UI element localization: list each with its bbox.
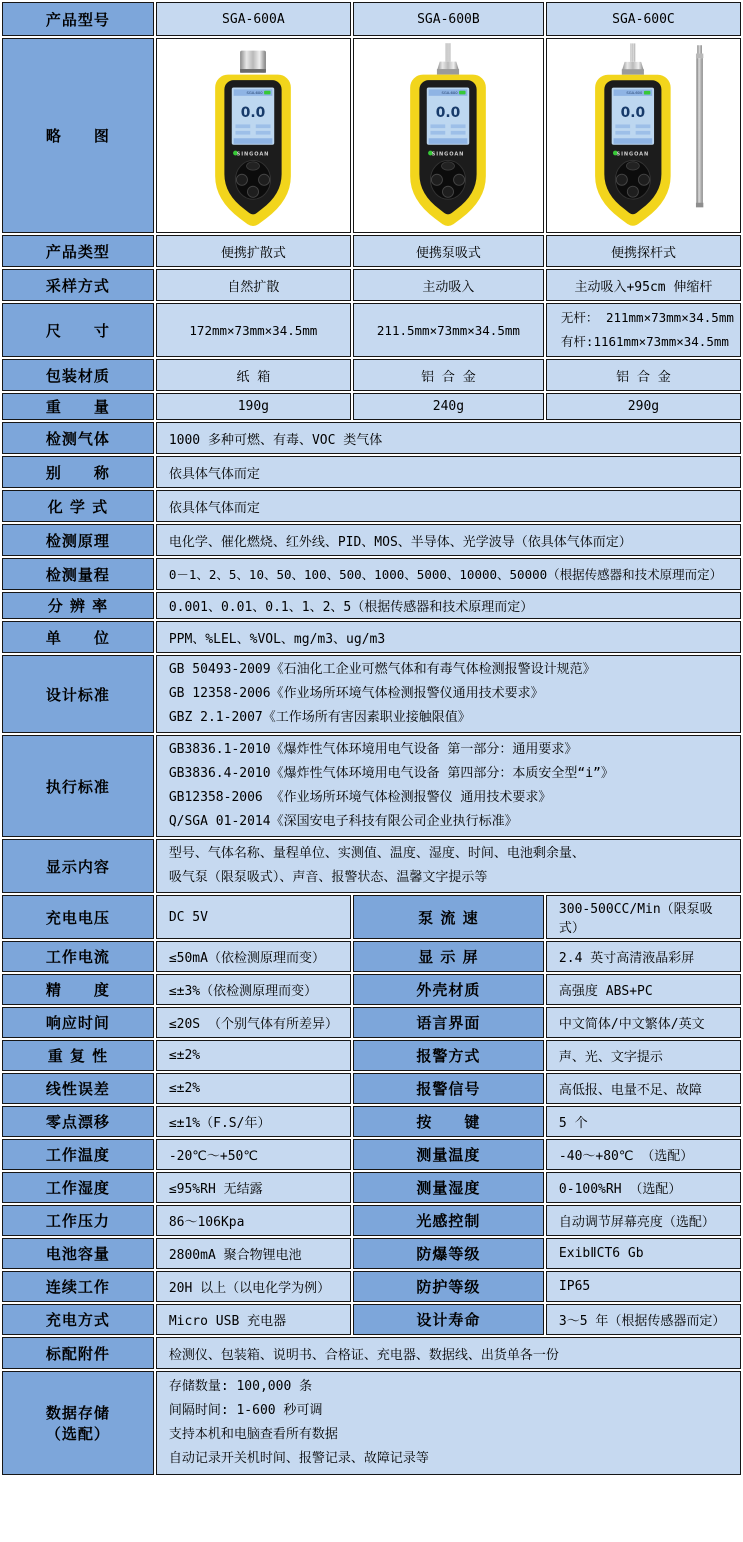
battery-capacity-label: 电池容量 — [2, 1238, 154, 1269]
product-type-label: 产品类型 — [2, 235, 154, 267]
row-response-time-language-ui — [2, 1007, 741, 1038]
alarm-signal-label: 报警信号 — [353, 1073, 544, 1104]
execution-standard-label: 执行标准 — [2, 735, 154, 837]
standard-accessories-label: 标配附件 — [2, 1337, 154, 1369]
row-detection-range — [2, 558, 741, 590]
gas-detector-illustration-c — [573, 43, 713, 228]
header-label: 产品型号 — [2, 2, 154, 36]
zero-drift-label: 零点漂移 — [2, 1106, 154, 1137]
weight-b: 240g — [353, 393, 544, 420]
row-continuous-work-protection-grade — [2, 1271, 741, 1302]
row-working-current-display-screen — [2, 941, 741, 972]
row-working-pressure-light-control — [2, 1205, 741, 1236]
charging-method-label: 充电方式 — [2, 1304, 154, 1335]
row-weight — [2, 393, 741, 420]
product-image-sga-600a — [156, 38, 351, 233]
data-storage-line: 支持本机和电脑查看所有数据 — [168, 1427, 338, 1442]
pump-flow-rate-value: 300-500CC/Min（限泵吸式） — [546, 895, 741, 939]
telescopic-probe-rod — [696, 45, 703, 207]
sampling-method-c: 主动吸入+95cm 伸缩杆 — [546, 269, 741, 301]
continuous-work-value: 20H 以上（以电化学为例） — [156, 1271, 351, 1302]
packaging-material-label: 包装材质 — [2, 359, 154, 391]
row-alias — [2, 456, 741, 488]
charging-voltage-value: DC 5V — [156, 895, 351, 939]
product-type-a: 便携扩散式 — [156, 235, 351, 267]
display-content-value — [156, 839, 741, 893]
response-time-value: ≤20S （个别气体有所差异） — [156, 1007, 351, 1038]
explosion-proof-grade-label: 防爆等级 — [353, 1238, 544, 1269]
display-screen-value: 2.4 英寸高清液晶彩屏 — [546, 941, 741, 972]
measure-temperature-label: 测量温度 — [353, 1139, 544, 1170]
battery-capacity-value: 2800mA 聚合物锂电池 — [156, 1238, 351, 1269]
working-pressure-label: 工作压力 — [2, 1205, 154, 1236]
accuracy-value: ≤±3%（依检测原理而变） — [156, 974, 351, 1005]
light-control-label: 光感控制 — [353, 1205, 544, 1236]
dimensions-a: 172mm×73mm×34.5mm — [156, 303, 351, 357]
product-type-c: 便携探杆式 — [546, 235, 741, 267]
execution-standard-line: GB3836.4-2010《爆炸性气体环境用电气设备 第四部分：本质安全型“i”》 — [168, 766, 614, 781]
detection-principle-value: 电化学、催化燃烧、红外线、PID、MOS、半导体、光学波导（依具体气体而定） — [156, 524, 741, 556]
display-screen-label: 显 示 屏 — [353, 941, 544, 972]
measure-humidity-value: 0-100%RH （选配） — [546, 1172, 741, 1203]
weight-a: 190g — [156, 393, 351, 420]
row-working-humidity-measure-humidity — [2, 1172, 741, 1203]
design-standard-line: GBZ 2.1-2007《工作场所有害因素职业接触限值》 — [168, 710, 471, 725]
dimensions-c — [546, 303, 741, 357]
dimensions-c-without-rod: 无杆： 211mm×73mm×34.5mm — [560, 310, 734, 325]
linearity-error-value: ≤±2% — [156, 1073, 351, 1104]
display-content-line: 型号、气体名称、量程单位、实测值、温度、湿度、时间、电池剩余量、 — [168, 846, 585, 861]
display-content-line: 吸气泵（限泵吸式）、声音、报警状态、温馨文字提示等 — [168, 870, 488, 885]
repeatability-value: ≤±2% — [156, 1040, 351, 1071]
svg-text:SGA-600: SGA-600 — [441, 90, 458, 95]
weight-c: 290g — [546, 393, 741, 420]
data-storage-line: 自动记录开关机时间、报警记录、故障记录等 — [168, 1451, 429, 1466]
svg-text:SINGOAN: SINGOAN — [617, 151, 650, 158]
light-control-value: 自动调节屏幕亮度（选配） — [546, 1205, 741, 1236]
working-current-value: ≤50mA（依检测原理而变） — [156, 941, 351, 972]
svg-text:SINGOAN: SINGOAN — [432, 151, 465, 158]
svg-text:SGA-600: SGA-600 — [246, 90, 263, 95]
chemical-formula-value: 依具体气体而定 — [156, 490, 741, 522]
detected-gas-label: 检测气体 — [2, 422, 154, 454]
resolution-label: 分 辨 率 — [2, 592, 154, 619]
row-design-standard — [2, 655, 741, 733]
data-storage-value — [156, 1371, 741, 1475]
charging-method-value: Micro USB 充电器 — [156, 1304, 351, 1335]
detection-range-value: 0－1、2、5、10、50、100、500、1000、5000、10000、50000（根据传感器和技术原理而定） — [156, 558, 741, 590]
accuracy-label: 精 度 — [2, 974, 154, 1005]
working-pressure-value: 86～106Kpa — [156, 1205, 351, 1236]
model-name-c: SGA-600C — [546, 2, 741, 36]
row-working-temperature-measure-temperature — [2, 1139, 741, 1170]
measure-temperature-value: -40～+80℃ （选配） — [546, 1139, 741, 1170]
continuous-work-label: 连续工作 — [2, 1271, 154, 1302]
charging-voltage-label: 充电电压 — [2, 895, 154, 939]
language-ui-value: 中文简体/中文繁体/英文 — [546, 1007, 741, 1038]
shell-material-label: 外壳材质 — [353, 974, 544, 1005]
packaging-material-b: 铝 合 金 — [353, 359, 544, 391]
alarm-mode-value: 声、光、文字提示 — [546, 1040, 741, 1071]
model-name-b: SGA-600B — [353, 2, 544, 36]
working-current-label: 工作电流 — [2, 941, 154, 972]
product-image-sga-600b — [353, 38, 544, 233]
row-execution-standard — [2, 735, 741, 837]
packaging-material-c: 铝 合 金 — [546, 359, 741, 391]
execution-standard-value — [156, 735, 741, 837]
design-standard-label: 设计标准 — [2, 655, 154, 733]
dimensions-label: 尺 寸 — [2, 303, 154, 357]
data-storage-line: 间隔时间: 1-600 秒可调 — [168, 1403, 323, 1418]
row-detected-gas — [2, 422, 741, 454]
svg-text:SINGOAN: SINGOAN — [237, 151, 270, 158]
row-product-type — [2, 235, 741, 267]
data-storage-label-line2: （选配） — [45, 1425, 110, 1443]
sketch-label: 略 图 — [2, 38, 154, 233]
detection-principle-label: 检测原理 — [2, 524, 154, 556]
gas-detector-illustration-a — [193, 43, 313, 228]
alarm-mode-label: 报警方式 — [353, 1040, 544, 1071]
execution-standard-line: GB12358-2006 《作业场所环境气体检测报警仪 通用技术要求》 — [168, 790, 552, 805]
svg-text:SGA-600: SGA-600 — [626, 91, 643, 96]
unit-value: PPM、%LEL、%VOL、mg/m3、ug/m3 — [156, 621, 741, 653]
sampling-method-b: 主动吸入 — [353, 269, 544, 301]
alias-value: 依具体气体而定 — [156, 456, 741, 488]
sketch-row — [2, 38, 741, 233]
alias-label: 别 称 — [2, 456, 154, 488]
standard-accessories-value: 检测仪、包装箱、说明书、合格证、充电器、数据线、出货单各一份 — [156, 1337, 741, 1369]
row-display-content — [2, 839, 741, 893]
measure-humidity-label: 测量湿度 — [353, 1172, 544, 1203]
row-repeatability-alarm-mode — [2, 1040, 741, 1071]
row-zero-drift-buttons — [2, 1106, 741, 1137]
detected-gas-value: 1000 多种可燃、有毒、VOC 类气体 — [156, 422, 741, 454]
gas-detector-illustration-b — [388, 43, 508, 228]
row-charging-method-design-life — [2, 1304, 741, 1335]
resolution-value: 0.001、0.01、0.1、1、2、5（根据传感器和技术原理而定） — [156, 592, 741, 619]
alarm-signal-value: 高低报、电量不足、故障 — [546, 1073, 741, 1104]
execution-standard-line: Q/SGA 01-2014《深国安电子科技有限公司企业执行标准》 — [168, 814, 518, 829]
buttons-value: 5 个 — [546, 1106, 741, 1137]
unit-label: 单 位 — [2, 621, 154, 653]
working-humidity-label: 工作湿度 — [2, 1172, 154, 1203]
weight-label: 重 量 — [2, 393, 154, 420]
svg-text:0.0: 0.0 — [436, 105, 461, 122]
row-data-storage — [2, 1371, 741, 1475]
header-row — [2, 2, 741, 36]
shell-material-value: 高强度 ABS+PC — [546, 974, 741, 1005]
row-linearity-error-alarm-signal — [2, 1073, 741, 1104]
row-charging-voltage-pump-flow — [2, 895, 741, 939]
design-standard-line: GB 50493-2009《石油化工企业可燃气体和有毒气体检测报警设计规范》 — [168, 662, 596, 677]
display-content-label: 显示内容 — [2, 839, 154, 893]
row-unit — [2, 621, 741, 653]
protection-grade-label: 防护等级 — [353, 1271, 544, 1302]
model-name-a: SGA-600A — [156, 2, 351, 36]
data-storage-label-line1: 数据存储 — [45, 1404, 110, 1422]
design-life-value: 3～5 年（根据传感器而定） — [546, 1304, 741, 1335]
row-detection-principle — [2, 524, 741, 556]
execution-standard-line: GB3836.1-2010《爆炸性气体环境用电气设备 第一部分：通用要求》 — [168, 742, 578, 757]
packaging-material-a: 纸 箱 — [156, 359, 351, 391]
row-battery-capacity-explosion-proof-grade — [2, 1238, 741, 1269]
detection-range-label: 检测量程 — [2, 558, 154, 590]
protection-grade-value: IP65 — [546, 1271, 741, 1302]
dimensions-c-with-rod: 有杆:1161mm×73mm×34.5mm — [560, 334, 729, 349]
data-storage-label — [2, 1371, 154, 1475]
design-life-label: 设计寿命 — [353, 1304, 544, 1335]
design-standard-line: GB 12358-2006《作业场所环境气体检测报警仪通用技术要求》 — [168, 686, 544, 701]
row-sampling-method — [2, 269, 741, 301]
data-storage-line: 存储数量: 100,000 条 — [168, 1379, 313, 1394]
zero-drift-value: ≤±1%（F.S/年） — [156, 1106, 351, 1137]
row-chemical-formula — [2, 490, 741, 522]
svg-text:0.0: 0.0 — [621, 105, 646, 122]
product-image-sga-600c — [546, 38, 741, 233]
pump-flow-rate-label: 泵 流 速 — [353, 895, 544, 939]
repeatability-label: 重 复 性 — [2, 1040, 154, 1071]
row-dimensions — [2, 303, 741, 357]
sampling-method-a: 自然扩散 — [156, 269, 351, 301]
buttons-label: 按 键 — [353, 1106, 544, 1137]
chemical-formula-label: 化 学 式 — [2, 490, 154, 522]
response-time-label: 响应时间 — [2, 1007, 154, 1038]
dimensions-b: 211.5mm×73mm×34.5mm — [353, 303, 544, 357]
working-temperature-value: -20℃～+50℃ — [156, 1139, 351, 1170]
svg-text:0.0: 0.0 — [241, 105, 266, 122]
row-accuracy-shell-material — [2, 974, 741, 1005]
row-resolution — [2, 592, 741, 619]
product-type-b: 便携泵吸式 — [353, 235, 544, 267]
language-ui-label: 语言界面 — [353, 1007, 544, 1038]
working-temperature-label: 工作温度 — [2, 1139, 154, 1170]
row-packaging-material — [2, 359, 741, 391]
sampling-method-label: 采样方式 — [2, 269, 154, 301]
linearity-error-label: 线性误差 — [2, 1073, 154, 1104]
working-humidity-value: ≤95%RH 无结露 — [156, 1172, 351, 1203]
explosion-proof-grade-value: ExibⅡCT6 Gb — [546, 1238, 741, 1269]
design-standard-value — [156, 655, 741, 733]
row-standard-accessories — [2, 1337, 741, 1369]
